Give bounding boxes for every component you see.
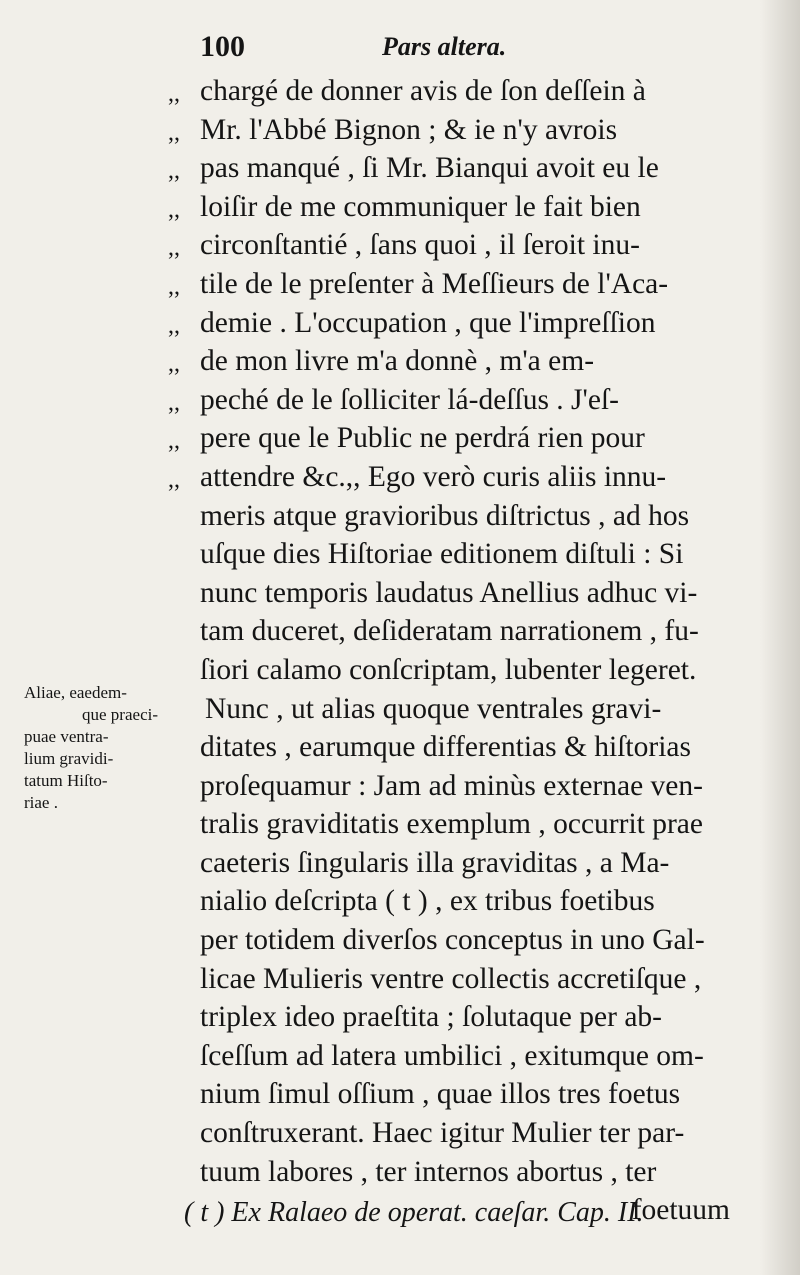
margin-note-line: puae ventra- (24, 727, 109, 746)
margin-note (24, 682, 164, 814)
line-text: de mon livre m'a donnè , m'a em- (200, 345, 595, 378)
text-line (150, 111, 770, 150)
text-line (150, 767, 770, 806)
quotation-mark: ,, (168, 158, 180, 185)
text-line (150, 497, 770, 536)
text-line (150, 149, 770, 188)
line-text: nium ſimul oſſium , quae illos tres foetus (200, 1078, 681, 1111)
text-line (150, 728, 770, 767)
text-line (150, 998, 770, 1037)
text-line (150, 535, 770, 574)
text-line (150, 1153, 770, 1192)
running-title: Pars altera. (382, 32, 507, 61)
catchword: foetuum (631, 1194, 730, 1227)
line-text: chargé de donner avis de ſon deſſein à (200, 75, 646, 107)
text-line (150, 265, 770, 304)
page-header (200, 30, 560, 66)
text-line (150, 805, 770, 844)
line-text: tile de le preſenter à Meſſieurs de l'Aca- (200, 267, 669, 300)
margin-note-line: tatum Hiſto- (24, 771, 108, 790)
text-line (150, 226, 770, 265)
margin-note-line: Aliae, eaedem- (24, 683, 127, 702)
line-text: nialio deſcripta ( t ) , ex tribus foetibus (200, 885, 655, 918)
text-line (150, 1037, 770, 1076)
text-line (150, 1114, 770, 1153)
quotation-mark: ,, (168, 428, 180, 455)
line-text: loiſir de me communiquer le fait bien (200, 190, 641, 223)
line-text: nunc temporis laudatus Anellius adhuc vi- (200, 576, 698, 609)
line-text: ſiori calamo conſcriptam, lubenter legeret. (200, 653, 697, 686)
text-line (150, 342, 770, 381)
footnote: ( t ) Ex Ralaeo de operat. caeſar. Cap. II. (184, 1197, 644, 1228)
text-line (150, 921, 770, 960)
text-line (150, 651, 770, 690)
margin-note-line: que praeci- (82, 705, 158, 724)
body-text (150, 72, 770, 1230)
margin-note-line: lium gravidi- (24, 749, 114, 768)
text-line (150, 882, 770, 921)
quotation-mark: ,, (168, 351, 180, 378)
text-line (150, 960, 770, 999)
page-number: 100 (200, 30, 245, 63)
line-text: licae Mulieris ventre collectis accretiſque , (200, 962, 702, 995)
line-text: meris atque gravioribus diſtrictus , ad hos (200, 499, 690, 532)
line-text: triplex ideo praeſtita ; ſolutaque per ab- (200, 1001, 662, 1034)
quotation-mark: ,, (168, 273, 180, 300)
text-line (150, 381, 770, 420)
line-text: peché de le ſolliciter lá-deſſus . J'eſ- (200, 383, 619, 416)
line-text: pas manqué , ſi Mr. Bianqui avoit eu le (200, 152, 659, 185)
line-text: attendre &c.,, Ego verò curis aliis innu- (200, 460, 667, 493)
line-text: ſceſſum ad latera umbilici , exitumque om- (200, 1039, 704, 1072)
line-text: tam duceret, deſideratam narrationem , fu- (200, 615, 699, 648)
text-line (150, 574, 770, 613)
line-text: per totidem diverſos conceptus in uno Gal- (200, 924, 705, 957)
line-text: uſque dies Hiſtoriae editionem diſtuli : Si (200, 538, 684, 571)
text-line (150, 458, 770, 497)
line-text: demie . L'occupation , que l'impreſſion (200, 306, 656, 339)
line-text: tuum labores , ter internos abortus , ter (200, 1155, 657, 1188)
quotation-mark: ,, (168, 389, 180, 416)
text-line (150, 72, 770, 111)
text-line (150, 419, 770, 458)
text-line (150, 1075, 770, 1114)
quotation-mark: ,, (168, 119, 180, 146)
line-text: proſequamur : Jam ad minùs externae ven- (200, 769, 703, 802)
text-line (150, 304, 770, 343)
line-text: pere que le Public ne perdrá rien pour (200, 422, 645, 455)
text-line (150, 844, 770, 883)
line-text: tralis graviditatis exemplum , occurrit prae (200, 808, 703, 841)
quotation-mark: ,, (168, 81, 180, 107)
line-text: ditates , earumque differentias & hiſtorias (200, 731, 691, 764)
line-text: caeteris ſingularis illa graviditas , a Ma- (200, 846, 670, 879)
line-text: Nunc , ut alias quoque ventrales gravi- (205, 692, 662, 725)
quotation-mark: ,, (168, 466, 180, 493)
quotation-mark: ,, (168, 235, 180, 262)
text-line (150, 612, 770, 651)
line-text: circonſtantié , ſans quoi , il ſeroit inu- (200, 229, 640, 262)
text-line (150, 188, 770, 227)
quotation-mark: ,, (168, 312, 180, 339)
line-text: conſtruxerant. Haec igitur Mulier ter par- (200, 1117, 685, 1150)
margin-note-line: riae . (24, 793, 58, 812)
text-line (150, 690, 770, 729)
line-text: Mr. l'Abbé Bignon ; & ie n'y avrois (200, 113, 618, 146)
quotation-mark: ,, (168, 196, 180, 223)
